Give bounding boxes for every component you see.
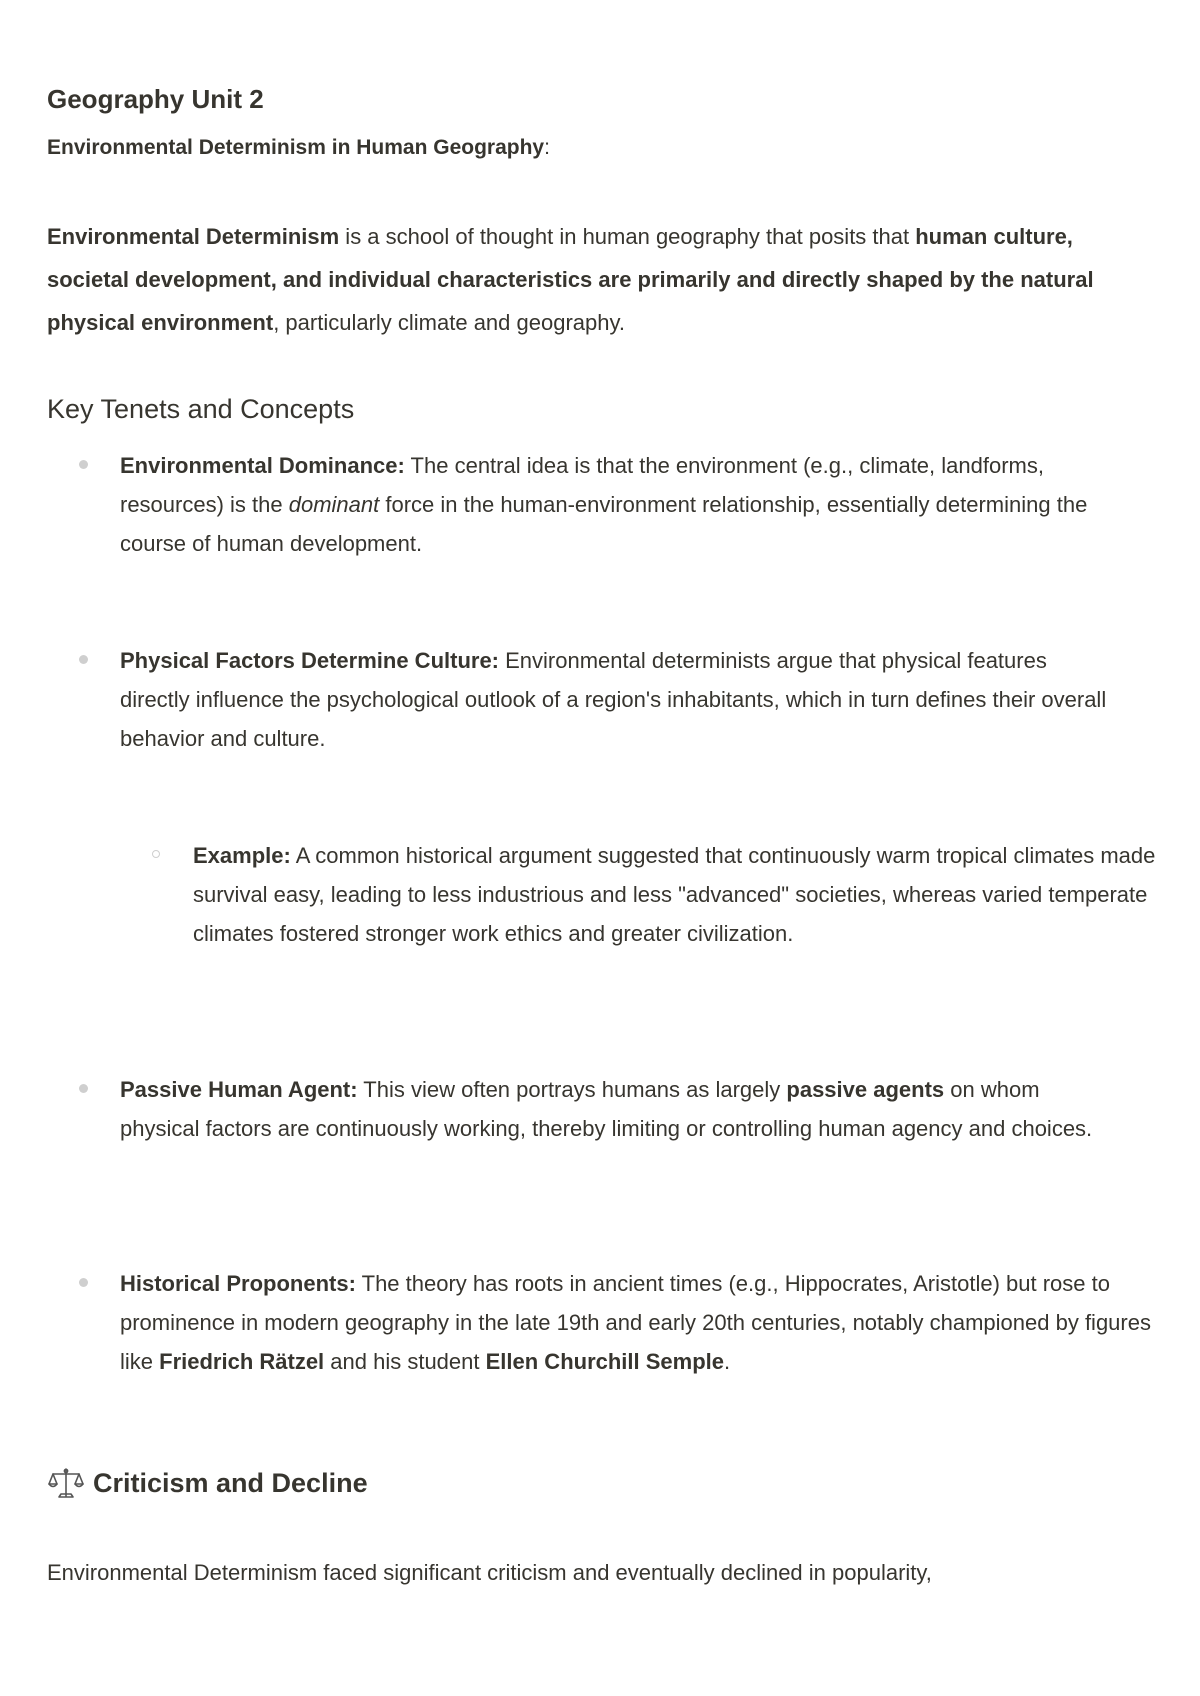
proponent-name: Ellen Churchill Semple <box>485 1349 725 1374</box>
list-item-text: and his student <box>324 1349 486 1374</box>
list-item-label: Historical Proponents: <box>120 1271 356 1296</box>
list-item-text: The theory has roots in ancient times (e.g., Hippocrates, Aristotle) but rose to prominence in modern geography in the late 19th and early 20th centuries, notably championed by figures like <box>120 1271 1151 1374</box>
list-item-bold: passive agents <box>786 1077 945 1102</box>
list-item-text: on whom physical factors are continuously working, thereby limiting or controlling human agency and choices. <box>120 1077 1093 1141</box>
bullet-dot-icon <box>79 460 88 469</box>
tenets-heading: Key Tenets and Concepts <box>47 394 355 424</box>
document-title: Geography Unit 2 <box>47 84 264 114</box>
list-item <box>120 446 1120 563</box>
list-item-text: . <box>724 1349 731 1374</box>
list-item <box>120 1070 1120 1148</box>
bullet-dot-icon <box>79 1084 88 1093</box>
list-item-text: force in the human-environment relationship, essentially determining the course of human development. <box>120 492 1088 556</box>
list-item-text: The central idea is that the environment (e.g., climate, landforms, resources) is the <box>120 453 1044 517</box>
list-item <box>120 641 1120 758</box>
balance-scale-icon <box>47 1464 85 1502</box>
list-item-text: This view often portrays humans as largely <box>357 1077 787 1102</box>
subtitle-rest: : <box>544 136 550 159</box>
intro-text-end: , particularly climate and geography. <box>273 310 625 335</box>
intro-key-claim: human culture, societal development, and individual characteristics are primarily and directly shaped by the natural physical environment <box>47 224 1094 335</box>
bullet-dot-icon <box>79 1278 88 1287</box>
bullet-dot-icon <box>79 655 88 664</box>
closing-paragraph: Environmental Determinism faced significant criticism and eventually declined in popularity, <box>47 1560 932 1585</box>
list-item-label: Passive Human Agent: <box>120 1077 358 1102</box>
intro-text: is a school of thought in human geography that posits that <box>339 224 916 249</box>
list-item-text: Environmental determinists argue that physical features directly influence the psychological outlook of a region's inhabitants, which in turn defines their overall behavior and culture. <box>120 648 1107 751</box>
intro-paragraph <box>47 215 1157 344</box>
criticism-heading-text: Criticism and Decline <box>93 1467 368 1498</box>
subtitle-bold: Environmental Determinism in Human Geography <box>47 136 545 159</box>
list-item-label: Environmental Dominance: <box>120 453 405 478</box>
document-subtitle <box>47 136 550 160</box>
list-item-emphasis: dominant <box>288 492 380 517</box>
list-item-label: Example: <box>193 843 291 868</box>
list-item-text: A common historical argument suggested that continuously warm tropical climates made survival easy, leading to less industrious and less "advanced" societies, whereas varied temperate climates fostered stronger work ethics and greater civilization. <box>193 843 1156 946</box>
list-item-label: Physical Factors Determine Culture: <box>120 648 500 673</box>
intro-term: Environmental Determinism <box>47 224 340 249</box>
proponent-name: Friedrich Rätzel <box>159 1349 325 1374</box>
bullet-circle-icon <box>152 850 160 858</box>
nested-list-item <box>193 836 1200 953</box>
list-item <box>120 1264 1160 1381</box>
criticism-heading <box>47 1464 368 1502</box>
